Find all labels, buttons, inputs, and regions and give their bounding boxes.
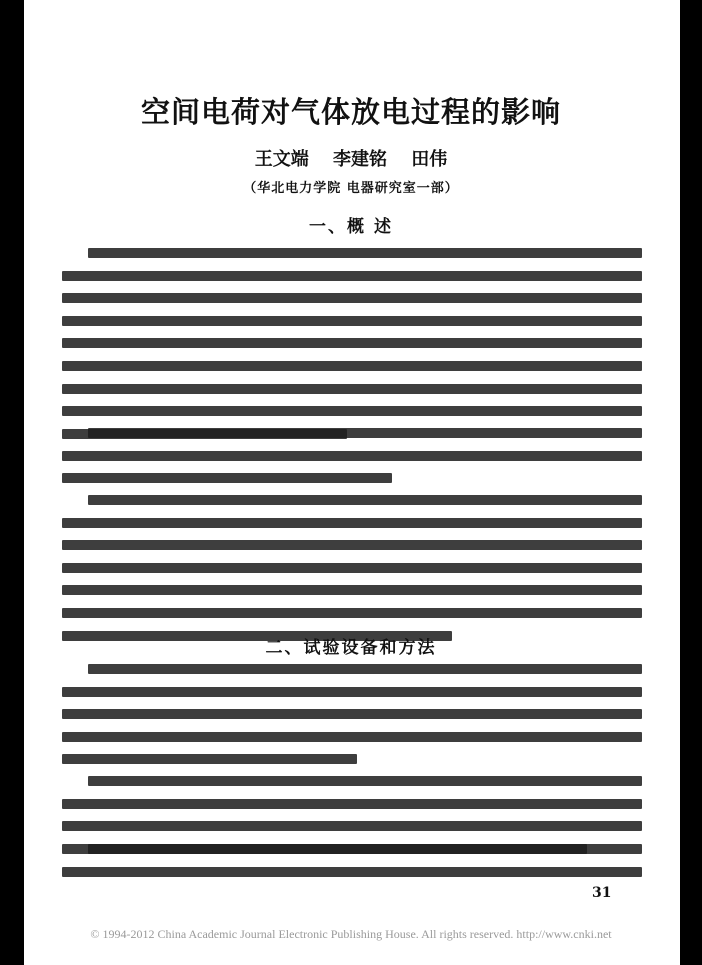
text-line: [62, 518, 642, 528]
article-authors: 王文端 李建铭 田伟: [254, 149, 448, 170]
text-line: [62, 732, 642, 742]
author-affiliation: （华北电力学院 电器研究室一部）: [243, 181, 459, 196]
overview-paragraph-1: [62, 248, 642, 451]
text-line: [62, 384, 642, 394]
article-title: 空间电荷对气体放电过程的影响: [140, 95, 561, 129]
text-line: [62, 451, 642, 461]
text-line: [88, 428, 642, 438]
text-line: [62, 540, 642, 550]
text-line: [62, 563, 642, 573]
text-line: [62, 709, 642, 719]
text-line: [88, 495, 642, 505]
text-line: [88, 664, 642, 674]
text-line: [88, 248, 642, 258]
text-line: [62, 585, 642, 595]
text-line: [88, 844, 642, 854]
text-line: [62, 338, 642, 348]
text-line: [62, 754, 357, 764]
section-heading-overview: 一、概 述: [309, 217, 393, 237]
text-line: [62, 867, 642, 877]
text-line: [62, 271, 642, 281]
text-line: [62, 821, 642, 831]
text-line: [62, 406, 642, 416]
overview-paragraph-2: [62, 428, 642, 496]
page-number: 31: [592, 885, 612, 901]
text-line: [88, 776, 642, 786]
text-line: [62, 799, 642, 809]
text-line: [62, 293, 642, 303]
text-line: [62, 473, 392, 483]
overview-paragraph-3: [62, 495, 642, 653]
section-heading-methods: 二、试验设备和方法: [265, 638, 437, 658]
copyright-footer: © 1994-2012 China Academic Journal Electronic Publishing House. All rights reserved. http://www.cnki.net: [90, 927, 612, 941]
methods-paragraph-3: [62, 844, 642, 889]
methods-paragraph-1: [62, 664, 642, 777]
text-line: [62, 316, 642, 326]
text-line: [62, 361, 642, 371]
text-line: [62, 608, 642, 618]
text-line: [62, 687, 642, 697]
